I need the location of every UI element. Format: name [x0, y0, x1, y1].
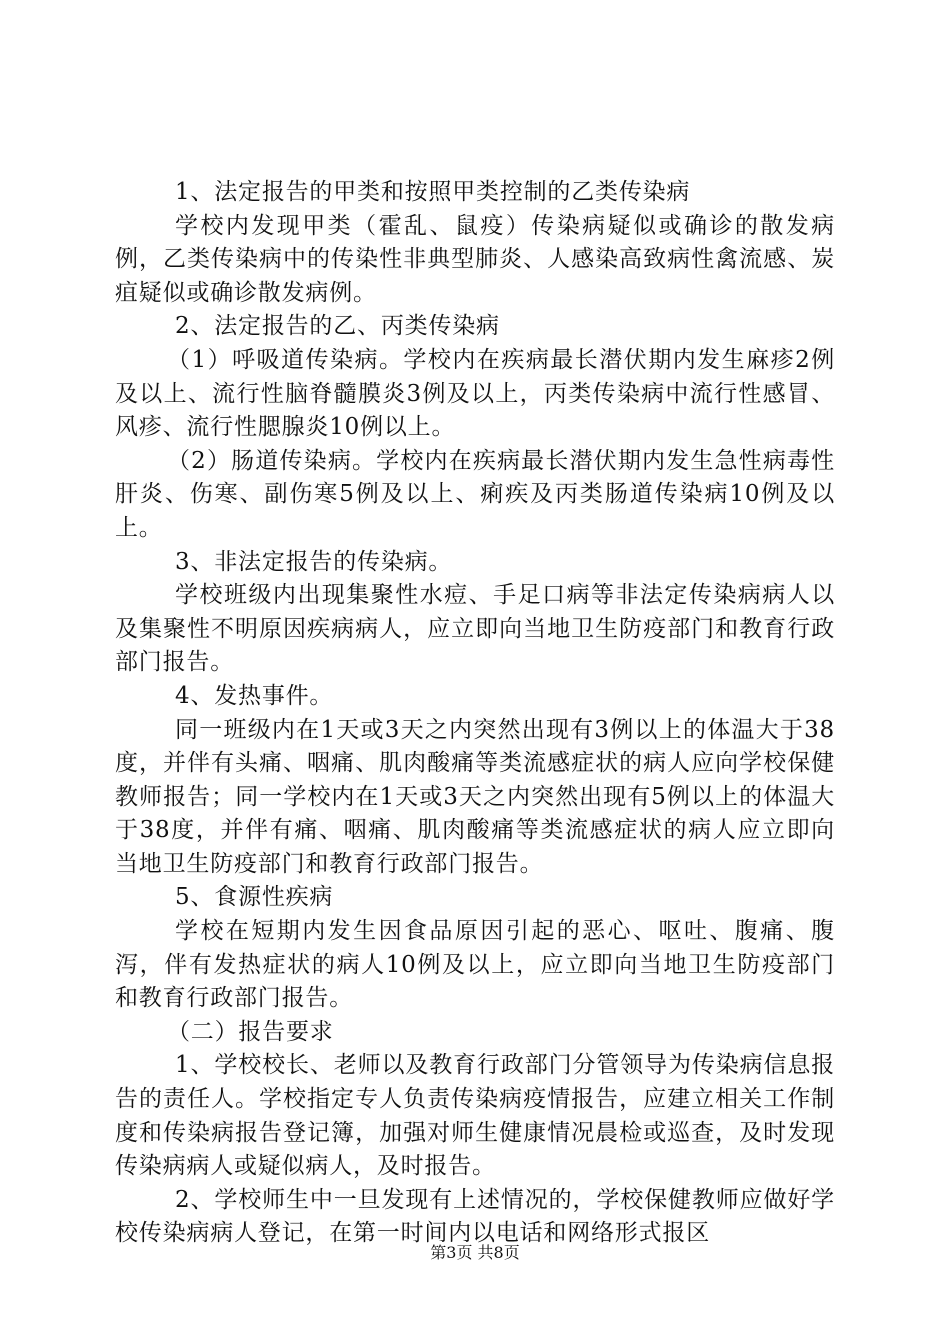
paragraph-heading-1: 1、法定报告的甲类和按照甲类控制的乙类传染病 — [175, 179, 691, 205]
paragraph-heading-3: 3、非法定报告的传染病。 — [175, 548, 453, 575]
paragraph-body-5: 学校在短期内发生因食品原因引起的恶心、呕吐、腹痛、腹泻，伴有发热症状的病人10例及以上，应立即向当地卫生防疫部门和教育行政部门报告。 — [115, 918, 835, 1012]
paragraph-heading-4: 4、发热事件。 — [175, 682, 334, 709]
document-body — [115, 176, 835, 1251]
paragraph-requirement-2: 2、学校师生中一旦发现有上述情况的，学校保健教师应做好学校传染病病人登记，在第一时间内以电话和网络形式报区 — [115, 1186, 835, 1247]
paragraph-intestinal: （2）肠道传染病。学校内在疾病最长潜伏期内发生急性病毒性肝炎、伤寒、副伤寒5例及以上、痢疾及丙类肠道传染病10例及以上。 — [115, 447, 835, 541]
paragraph-section-requirements: （二）报告要求 — [167, 1018, 334, 1045]
paragraph-body-4: 同一班级内在1天或3天之内突然出现有3例以上的体温大于38度，并伴有头痛、咽痛、肌肉酸痛等类流感症状的病人应向学校保健教师报告；同一学校内在1天或3天之内突然出现有5例以上的体温大于38度，并伴有痛、咽痛、肌肉酸痛等类流感症状的病人应立即向当地卫生防疫部门和教育行政部门报告。 — [115, 716, 835, 877]
paragraph-heading-2: 2、法定报告的乙、丙类传染病 — [175, 313, 500, 340]
paragraph-respiratory: （1）呼吸道传染病。学校内在疾病最长潜伏期内发生麻疹2例及以上、流行性脑脊髓膜炎3例及以上，丙类传染病中流行性感冒、风疹、流行性腮腺炎10例以上。 — [115, 346, 835, 441]
paragraph-body-1: 学校内发现甲类（霍乱、鼠疫）传染病疑似或确诊的散发病例，乙类传染病中的传染性非典型肺炎、人感染高致病性禽流感、炭疽疑似或确诊散发病例。 — [115, 212, 835, 306]
page-number-footer: 第3页 共8页 — [430, 1243, 520, 1262]
paragraph-body-3: 学校班级内出现集聚性水痘、手足口病等非法定传染病病人以及集聚性不明原因疾病病人，应立即向当地卫生防疫部门和教育行政部门报告。 — [115, 582, 835, 676]
paragraph-requirement-1: 1、学校校长、老师以及教育行政部门分管领导为传染病信息报告的责任人。学校指定专人负责传染病疫情报告，应建立相关工作制度和传染病报告登记簿，加强对师生健康情况晨检或巡查，及时发现传染病病人或疑似病人，及时报告。 — [115, 1052, 835, 1180]
paragraph-heading-5: 5、食源性疾病 — [175, 884, 334, 911]
